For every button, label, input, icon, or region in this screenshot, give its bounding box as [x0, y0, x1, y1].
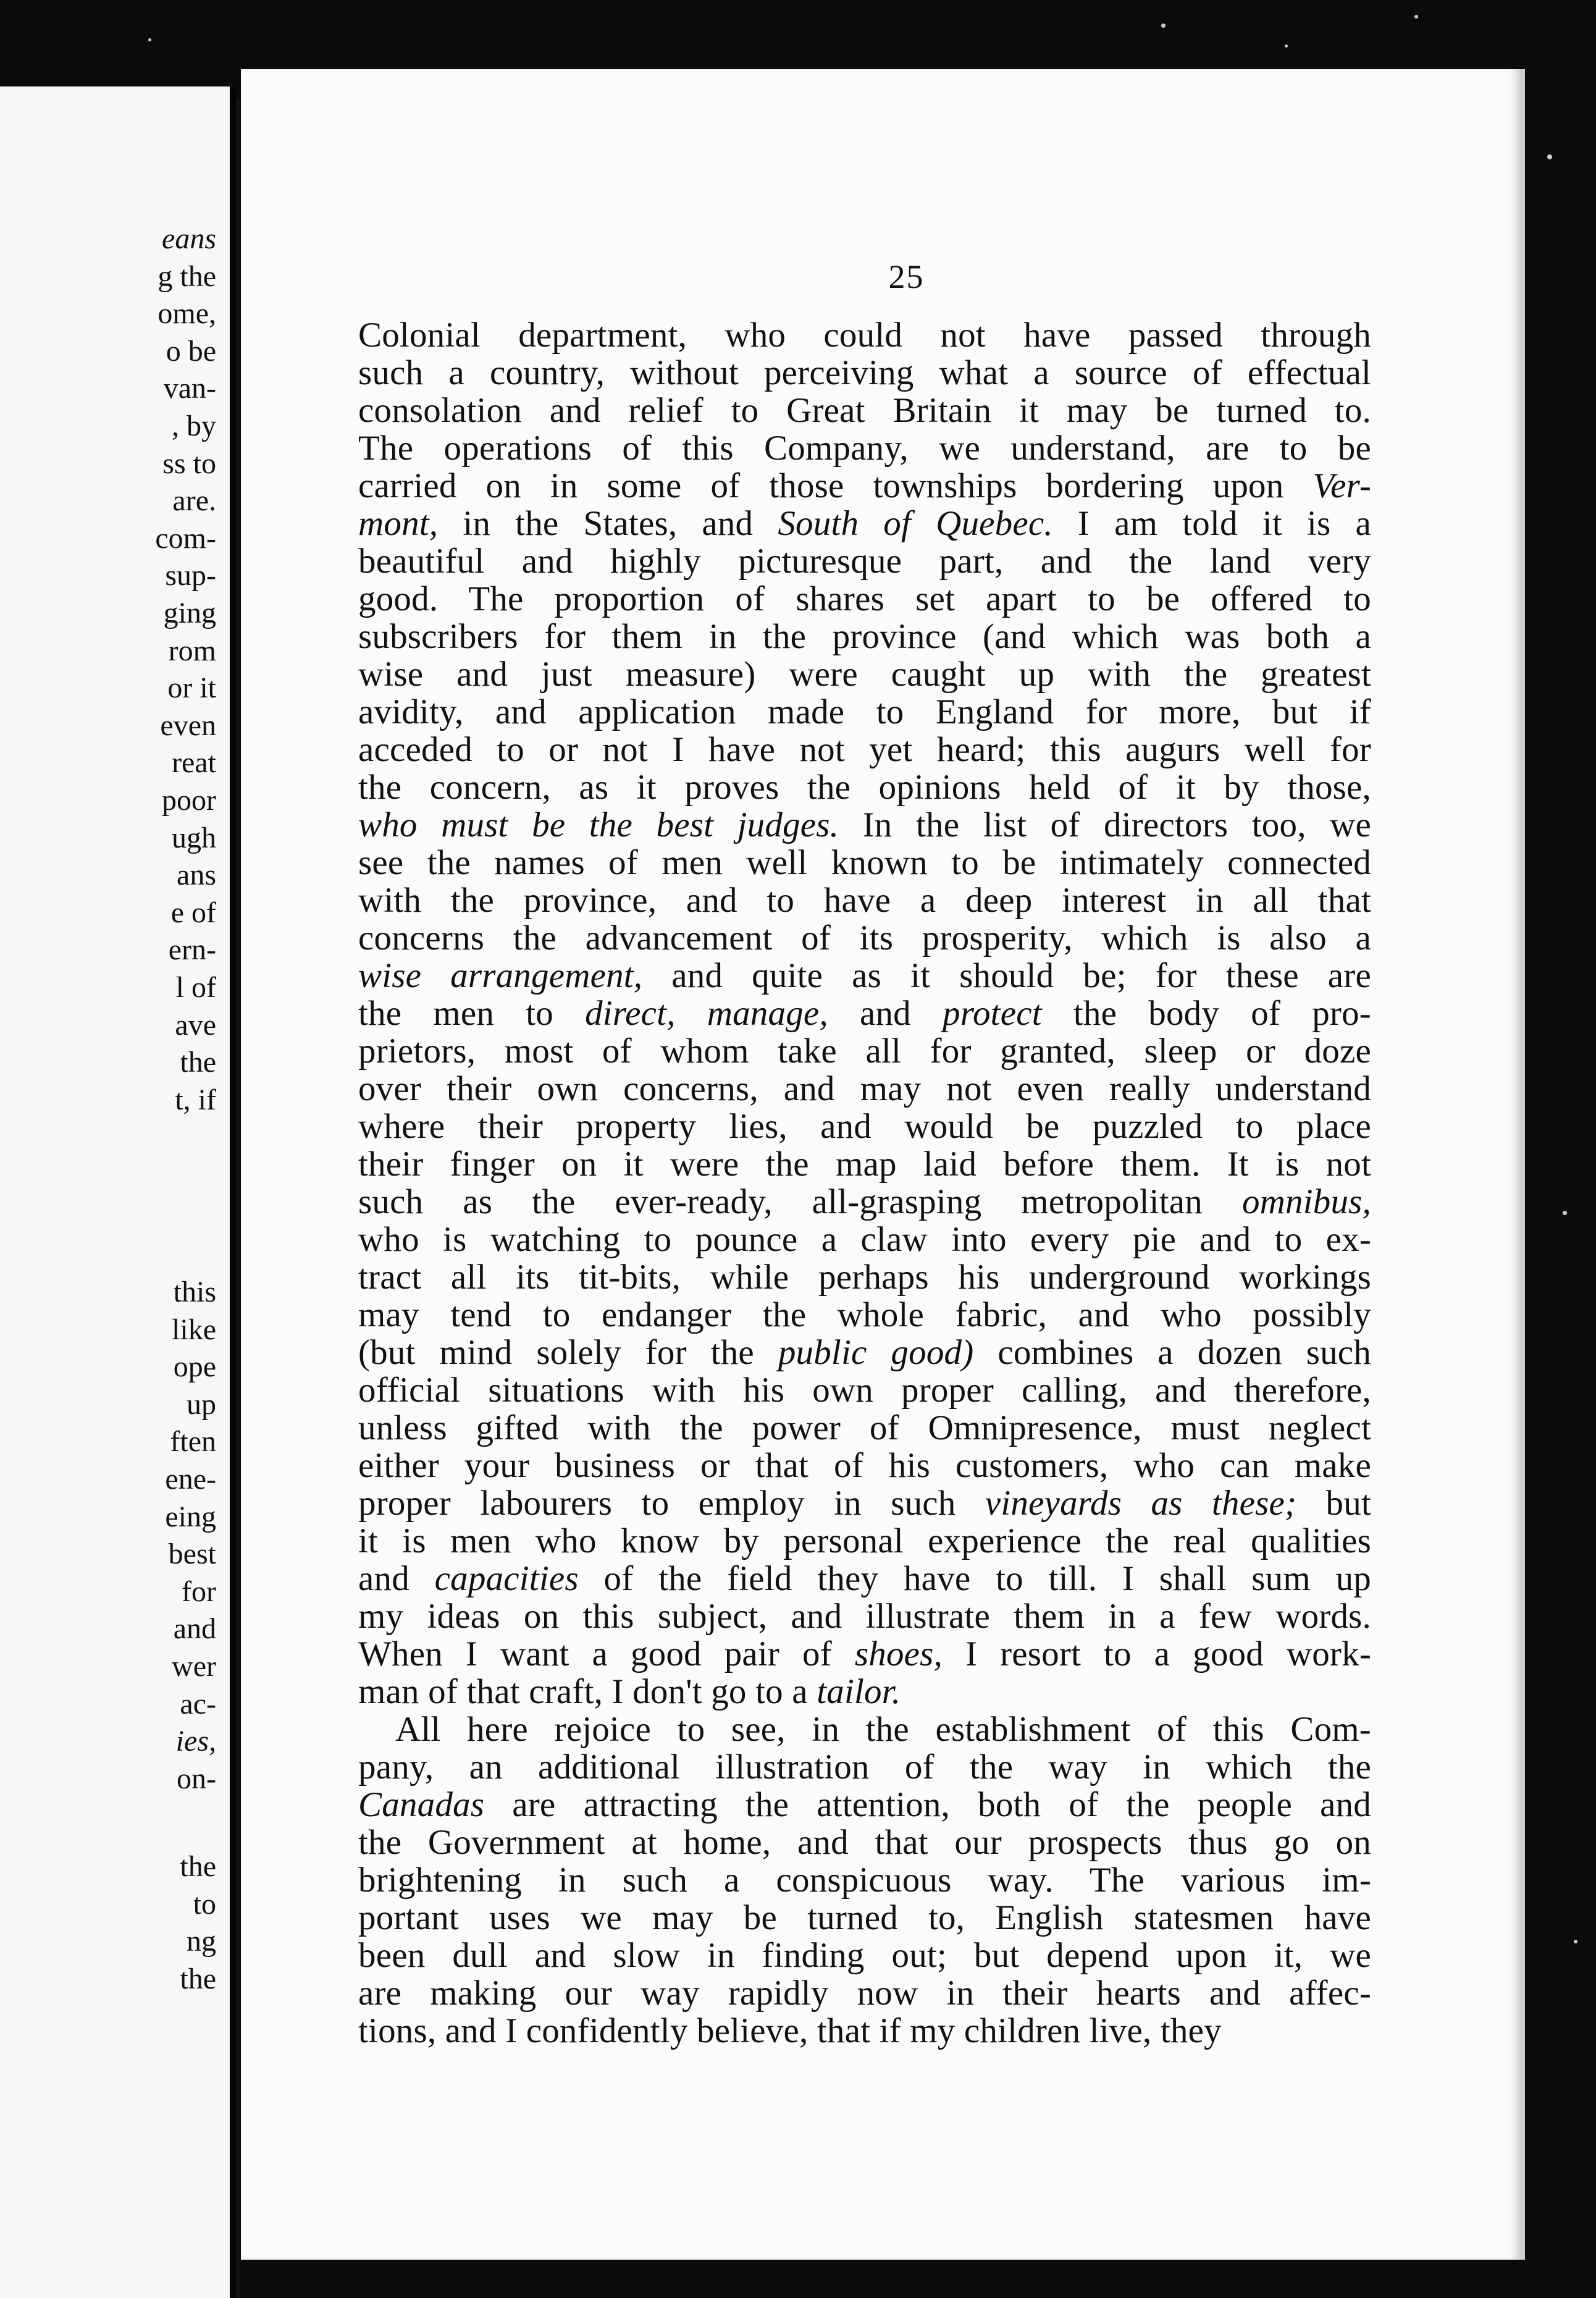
italic-text: wise arrangement, [358, 956, 643, 995]
italic-text: Canadas [358, 1785, 485, 1824]
text-line [358, 316, 1371, 354]
text-run: and [828, 994, 943, 1033]
fragment-line: best [168, 1538, 216, 1571]
text-line [358, 693, 1371, 731]
previous-page-fragment [0, 86, 236, 2298]
text-run: subscribers for them in the province (and which was both a [358, 617, 1371, 656]
text-line [358, 806, 1371, 844]
text-run: prietors, most of whom take all for granted, sleep or doze [358, 1032, 1371, 1071]
fragment-line: ope [173, 1350, 216, 1384]
fragment-line: ome, [158, 297, 216, 330]
text-run: are making our way rapidly now in their hearts and affec- [358, 1974, 1371, 2013]
text-run: consolation and relief to Great Britain it may be turned to. [358, 391, 1371, 430]
fragment-line: this [173, 1276, 216, 1308]
text-run: official situations with his own proper calling, and therefore, [358, 1371, 1371, 1410]
text-line [358, 655, 1371, 693]
text-line [358, 1070, 1371, 1108]
text-line [358, 1032, 1371, 1070]
italic-text: Ver- [1312, 466, 1371, 505]
fragment-line: l of [175, 971, 216, 1004]
text-run: see the names of men well known to be intimately connected [358, 843, 1371, 882]
text-run: and [358, 1559, 435, 1598]
fragment-line: wer [172, 1650, 216, 1683]
italic-text: protect [943, 994, 1042, 1033]
italic-text: South of Quebec. [778, 504, 1053, 543]
text-line [358, 1560, 1371, 1597]
text-run: When I want a good pair of [358, 1635, 855, 1673]
text-run: wise and just measure) were caught up with the greatest [358, 655, 1371, 694]
text-run: and quite as it should be; for these are [642, 956, 1371, 995]
text-line [358, 467, 1371, 505]
text-line [358, 995, 1371, 1032]
text-line [358, 1937, 1371, 1974]
text-run: brightening in such a conspicuous way. The various im- [358, 1861, 1371, 1900]
text-line [358, 1861, 1371, 1899]
fragment-line: rom [168, 634, 216, 667]
scan-speck [1161, 23, 1166, 28]
page-body-text [358, 316, 1371, 2050]
text-line [358, 354, 1371, 392]
fragment-line: o be [166, 334, 216, 368]
italic-text: vineyards as these; [985, 1484, 1297, 1523]
fragment-line: ave [175, 1008, 216, 1042]
text-run: the body of pro- [1041, 994, 1371, 1033]
text-run: in the States, and [438, 504, 778, 543]
text-run: the Government at home, and that our prospects thus go on [358, 1823, 1371, 1862]
text-line [358, 882, 1371, 919]
text-line [358, 618, 1371, 655]
scan-speck [1285, 44, 1288, 48]
text-line [358, 1183, 1371, 1221]
text-line [358, 429, 1371, 467]
text-run: been dull and slow in finding out; but depend upon it, we [358, 1936, 1371, 1975]
fragment-line: are. [172, 484, 216, 518]
text-run: proper labourers to employ in such [358, 1484, 985, 1523]
book-page [241, 69, 1525, 2260]
text-line [358, 731, 1371, 768]
scan-speck [1563, 1211, 1567, 1215]
text-line [358, 1108, 1371, 1145]
text-line [358, 1296, 1371, 1334]
text-line [358, 1711, 1371, 1748]
text-line [358, 1447, 1371, 1484]
fragment-line: ften [170, 1425, 216, 1458]
text-run: acceded to or not I have not yet heard; this augurs well for [358, 730, 1371, 769]
fragment-line: van- [163, 372, 216, 405]
scan-speck [148, 38, 151, 41]
text-run: with the province, and to have a deep interest in all that [358, 881, 1371, 920]
fragment-line: ac- [180, 1687, 216, 1720]
text-run: their finger on it were the map laid before them. It is not [358, 1145, 1371, 1184]
fragment-line: g the [158, 259, 216, 293]
italic-text: who must be the best judges. [358, 806, 839, 844]
italic-text: tailor. [817, 1672, 901, 1711]
text-run: who is watching to pounce a claw into every pie and to ex- [358, 1220, 1371, 1259]
fragment-line: ss to [162, 447, 216, 480]
text-run: may tend to endanger the whole fabric, and who possibly [358, 1295, 1371, 1334]
fragment-line: ans [177, 859, 216, 892]
text-line [358, 1786, 1371, 1824]
text-line [358, 1824, 1371, 1861]
fragment-line: ng [187, 1925, 216, 1958]
book-gutter [236, 99, 240, 2298]
text-run: I resort to a good work- [943, 1635, 1371, 1673]
text-run: pany, an additional illustration of the way in which the [358, 1748, 1371, 1787]
text-run: tions, and I confidently believe, that if my children live, they [358, 2011, 1222, 2050]
text-run: such as the ever-ready, all-grasping metropolitan [358, 1182, 1242, 1221]
text-line [358, 1899, 1371, 1937]
fragment-line: like [172, 1313, 216, 1346]
italic-text: public good) [778, 1333, 974, 1372]
text-run: man of that craft, I don't go to a [358, 1672, 817, 1711]
fragment-line: or it [167, 671, 216, 705]
text-run: concerns the advancement of its prosperity, which is also a [358, 919, 1371, 958]
italic-text: omnibus, [1241, 1182, 1371, 1221]
text-run: I am told it is a [1052, 504, 1371, 543]
text-line [358, 957, 1371, 995]
text-run: the concern, as it proves the opinions held of it by those, [358, 768, 1371, 807]
fragment-line: com- [155, 521, 216, 555]
fragment-line: reat [172, 746, 216, 780]
fragment-line: ies, [175, 1725, 216, 1758]
fragment-line: , by [172, 410, 216, 442]
text-line [358, 1258, 1371, 1296]
text-run: carried on in some of those townships bordering upon [358, 466, 1313, 505]
text-run: avidity, and application made to England for more, but if [358, 692, 1371, 731]
fragment-line: ene- [165, 1463, 216, 1496]
text-run: combines a dozen such [973, 1333, 1372, 1372]
page-number-text: 25 [888, 258, 925, 295]
fragment-line: and [173, 1612, 216, 1646]
text-line [358, 1635, 1371, 1673]
text-line [358, 1371, 1371, 1409]
scan-speck [1574, 1940, 1577, 1943]
text-run: (but mind solely for the [358, 1333, 778, 1372]
italic-text: capacities [434, 1559, 579, 1598]
fragment-line: to [193, 1887, 216, 1921]
text-line [358, 1522, 1371, 1560]
fragment-line: eing [165, 1500, 216, 1533]
text-line [358, 844, 1371, 882]
text-run: tract all its tit-bits, while perhaps his underground workings [358, 1258, 1371, 1297]
text-run: either your business or that of his customers, who can make [358, 1446, 1371, 1485]
text-run: where their property lies, and would be puzzled to place [358, 1107, 1371, 1146]
text-line [358, 1145, 1371, 1183]
italic-text: direct, manage, [585, 994, 828, 1033]
text-line [358, 392, 1371, 429]
text-line [358, 1221, 1371, 1258]
fragment-line: the [180, 1850, 216, 1883]
fragment-line: ern- [168, 933, 216, 967]
text-line [358, 1748, 1371, 1786]
text-run: the men to [358, 994, 586, 1033]
fragment-line: the [180, 1962, 216, 1995]
fragment-line: eans [162, 222, 216, 255]
fragment-line: e of [170, 896, 216, 929]
text-run: All here rejoice to see, in the establishment of this Com- [395, 1710, 1371, 1749]
text-run: unless gifted with the power of Omnipresence, must neglect [358, 1408, 1371, 1447]
text-run: are attracting the attention, both of the people and [484, 1785, 1371, 1824]
fragment-line: for [182, 1575, 216, 1608]
text-run: In the list of directors too, we [839, 806, 1372, 844]
fragment-line: on- [177, 1762, 216, 1795]
text-run: of the field they have to till. I shall sum up [578, 1559, 1371, 1598]
fragment-line: the [180, 1046, 216, 1079]
fragment-line: ugh [172, 821, 216, 854]
fragment-line: poor [162, 784, 216, 817]
fragment-line: even [160, 709, 216, 742]
text-line [358, 2012, 1371, 2050]
text-line [358, 1409, 1371, 1447]
text-run: good. The proportion of shares set apart to be offered to [358, 579, 1371, 618]
fragment-line: up [187, 1387, 216, 1421]
italic-text: mont, [358, 504, 439, 543]
text-run: beautiful and highly picturesque part, and the land very [358, 542, 1371, 581]
page-number [241, 258, 1522, 296]
scan-speck [1547, 154, 1552, 159]
text-run: over their own concerns, and may not even really understand [358, 1069, 1371, 1108]
text-line [358, 580, 1371, 618]
text-line [358, 919, 1371, 957]
text-line [358, 1334, 1371, 1371]
italic-text: shoes, [854, 1635, 943, 1673]
text-line [358, 768, 1371, 806]
scan-speck [1414, 15, 1418, 19]
text-line [358, 1597, 1371, 1635]
text-run: but [1296, 1484, 1371, 1523]
text-run: Colonial department, who could not have passed through [358, 316, 1371, 355]
text-run: my ideas on this subject, and illustrate them in a few words. [358, 1597, 1371, 1636]
fragment-line: t, if [175, 1083, 216, 1116]
text-run: such a country, without perceiving what a source of effectual [358, 353, 1371, 392]
fragment-line: sup- [165, 559, 216, 592]
text-line [358, 1974, 1371, 2012]
text-run: it is men who know by personal experience the real qualities [358, 1521, 1371, 1560]
text-line [358, 505, 1371, 542]
text-line [358, 1484, 1371, 1522]
text-line [358, 542, 1371, 580]
text-line [358, 1673, 1371, 1711]
text-run: portant uses we may be turned to, English statesmen have [358, 1898, 1371, 1937]
fragment-line: ging [163, 597, 216, 629]
text-run: The operations of this Company, we understand, are to be [358, 429, 1371, 468]
